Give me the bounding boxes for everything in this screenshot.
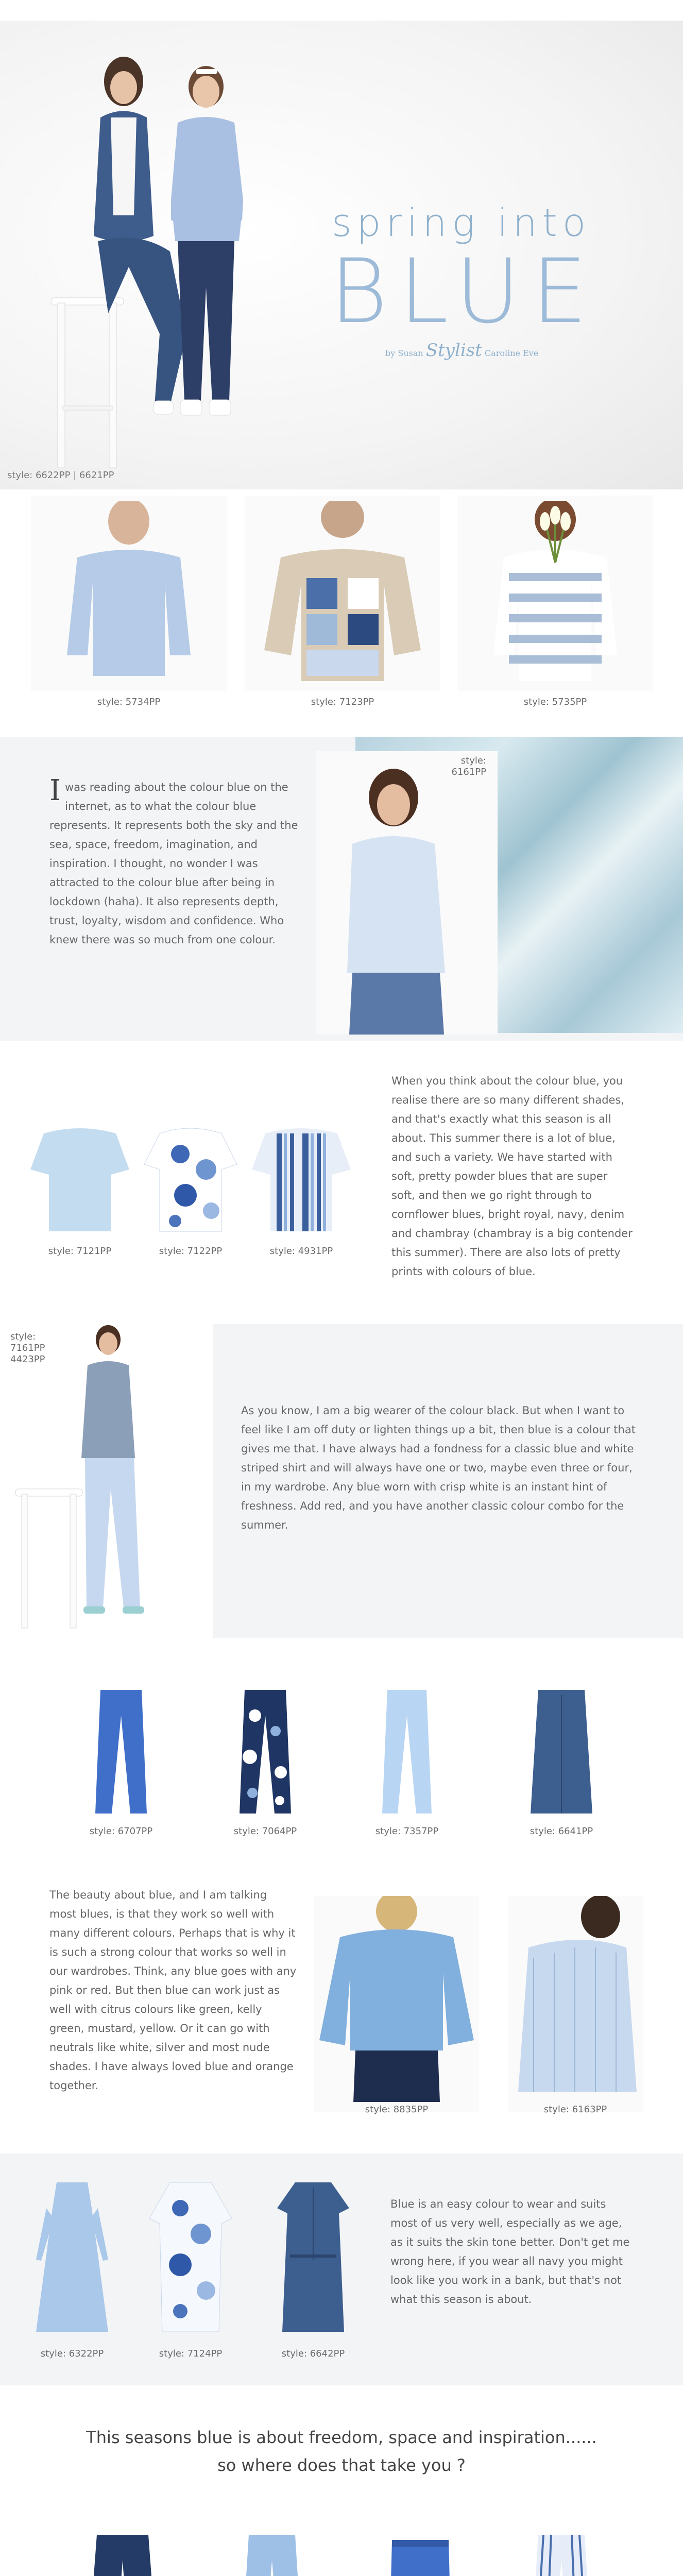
style-label: style: 6641PP [530, 1826, 593, 1837]
about-text [49, 774, 302, 950]
product-card[interactable] [144, 2177, 237, 2359]
style-label: style: 6707PP [89, 1826, 153, 1837]
product-card[interactable] [267, 2177, 360, 2359]
product-card[interactable] [355, 1685, 458, 1837]
beauty-text: The beauty about blue, and I am talking most blues, is that they work so well with many different colours. Perhaps that is why it is such a strong colour that works so well in our wardrobes. Think, any blue goes with any pink or red. But then blue can work just as well with citrus colours like green, kelly green, mustard, yellow. Or it can go with neutrals like white, silver and most nude shades. I have always loved blue and orange together. [49, 1889, 297, 2092]
product-card[interactable] [457, 496, 653, 707]
style-label: style: 5734PP [97, 697, 161, 707]
model-style-label [10, 1331, 45, 1365]
product-image [374, 2530, 467, 2576]
style-label: style: 5735PP [523, 697, 587, 707]
product-image [31, 496, 227, 691]
hero-title-line1: spring into [332, 201, 591, 245]
product-image [28, 1118, 131, 1236]
black-wearer-text: As you know, I am a big wearer of the colour black. But when I want to feel like I am off duty or lighten things up a bit, then blue is a colour that gives me that. I have always had a fondness for a classic blue and white striped shirt and will always have one or two, maybe even three or four, in my wardrobe. Any blue worn with crisp white is an instant hint of freshness. Add red, and you have another classic colour combo for the summer. [241, 1404, 636, 1531]
style-label: style: 7122PP [159, 1246, 223, 1257]
product-image [144, 2177, 237, 2342]
beauty-section [0, 1865, 683, 2154]
shades-text: When you think about the colour blue, you realise there are so many different shades, and that's exactly what this season is all about. This summer there is a lot of blue, and such a variety. We have started with soft, pretty powder blues that are super soft, and then we go right through to cornflower blues, bright royal, navy, denim and chambray (chambray is a big contender this summer). There are also lots of pretty prints with colours of blue. [391, 1075, 633, 1278]
newsletter-page [0, 21, 683, 2576]
portrait-image [316, 751, 498, 1035]
product-image [457, 496, 653, 691]
product-image [515, 2530, 608, 2576]
product-card[interactable] [510, 1685, 613, 1837]
product-card[interactable] [245, 496, 440, 707]
product-image [70, 1685, 173, 1819]
style-label: style: 6163PP [543, 2104, 607, 2115]
style-label: style: 6322PP [40, 2348, 104, 2359]
dresses-text: Blue is an easy colour to wear and suits most of us very well, especially as we age, as it suits the skin tone better. Don't get me wrong here, if you wear all navy you might look like you work in a bank, but that's not what this season is about. [390, 2198, 630, 2306]
hero-byline [385, 340, 538, 361]
style-line: 4423PP [10, 1354, 45, 1365]
product-image [226, 2530, 318, 2576]
style-line: style: [10, 1331, 36, 1342]
closing-line1: This seasons blue is about freedom, space and inspiration...... [86, 2428, 597, 2447]
portrait-style-label: style: 6161PP [451, 755, 486, 777]
pants-row [0, 1659, 683, 1865]
product-image [76, 2530, 169, 2576]
byline-suffix: Caroline Eve [484, 348, 539, 358]
closing-section [0, 2385, 683, 2576]
product-card[interactable] [76, 2530, 169, 2576]
product-card[interactable] [214, 1685, 317, 1837]
product-card[interactable] [31, 496, 227, 707]
product-image [245, 496, 440, 691]
model-on-stool-image [0, 1324, 213, 1638]
product-card[interactable] [139, 1118, 242, 1257]
hero-style-label: style: 6622PP | 6621PP [7, 470, 114, 481]
product-card[interactable] [226, 2530, 318, 2576]
hero-title-line2: BLUE [330, 240, 599, 343]
product-card[interactable] [28, 1118, 131, 1257]
style-label: style: 7124PP [159, 2348, 223, 2359]
product-image [139, 1118, 242, 1236]
product-image [26, 2177, 118, 2342]
hero-models-image [52, 45, 288, 478]
product-card[interactable] [508, 1896, 643, 2115]
hero-banner [0, 21, 683, 489]
dresses-section [0, 2154, 683, 2385]
black-wearer-section [0, 1324, 683, 1638]
product-image [214, 1685, 317, 1819]
tops-row [0, 489, 683, 732]
about-body: was reading about the colour blue on the internet, as to what the colour blue represents. It represents both the sky and the sea, space, freedom, imagination, and inspiration. I thought, no wonder I was attracted to the colour blue after being in lockdown (haha). It also represents depth, trust, loyalty, wisdom and confidence. Who knew there was so much from one colour. [49, 781, 298, 946]
product-card[interactable] [26, 2177, 118, 2359]
style-label: style: 6642PP [281, 2348, 345, 2359]
style-line: 7161PP [10, 1343, 45, 1353]
product-card[interactable] [70, 1685, 173, 1837]
closing-line2: so where does that take you ? [217, 2455, 466, 2475]
style-label: style: 4931PP [269, 1246, 333, 1257]
product-image [250, 1118, 353, 1236]
about-dropcap: I [49, 774, 61, 807]
style-label: style: 7357PP [375, 1826, 439, 1837]
product-card[interactable] [374, 2530, 467, 2576]
product-image [510, 1685, 613, 1819]
product-card[interactable] [314, 1896, 479, 2115]
style-label: style: 7123PP [311, 697, 374, 707]
byline-prefix: by Susan [385, 348, 423, 358]
byline-stylist: Stylist [425, 340, 482, 361]
style-label: style: 8835PP [365, 2104, 429, 2115]
style-label: style: 7121PP [48, 1246, 112, 1257]
about-blue-section [0, 737, 683, 1041]
product-card[interactable] [515, 2530, 608, 2576]
shades-section [0, 1041, 683, 1324]
product-image [355, 1685, 458, 1819]
product-image [267, 2177, 360, 2342]
product-card[interactable] [250, 1118, 353, 1257]
style-label: style: 7064PP [233, 1826, 297, 1837]
